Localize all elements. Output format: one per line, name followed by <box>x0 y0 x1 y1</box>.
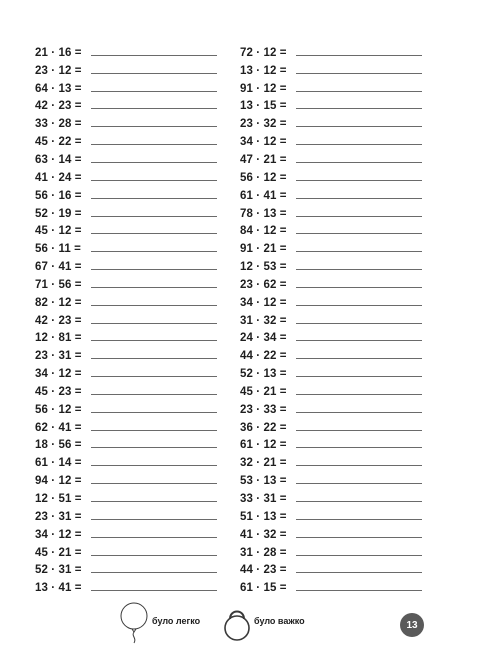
exercise-row <box>240 437 422 455</box>
exercise-row <box>240 490 422 508</box>
kettlebell-icon[interactable] <box>220 606 254 647</box>
hard-label: було важко <box>254 616 305 626</box>
answer-line[interactable] <box>296 216 422 217</box>
answer-line[interactable] <box>91 198 217 199</box>
exercise-row <box>240 258 422 276</box>
exercise-row <box>35 544 217 562</box>
answer-line[interactable] <box>296 144 422 145</box>
exercise-expression: 91 · 21 = <box>240 243 287 256</box>
answer-line[interactable] <box>91 108 217 109</box>
exercise-expression: 45 · 12 = <box>35 225 82 238</box>
exercise-row <box>35 472 217 490</box>
exercise-row <box>35 383 217 401</box>
exercise-row <box>35 419 217 437</box>
answer-line[interactable] <box>91 447 217 448</box>
exercise-expression: 56 · 11 = <box>35 243 81 256</box>
exercise-row <box>240 115 422 133</box>
exercise-expression: 23 · 31 = <box>35 510 82 523</box>
exercise-row <box>240 44 422 62</box>
exercise-expression: 63 · 14 = <box>35 153 82 166</box>
answer-line[interactable] <box>91 73 217 74</box>
exercise-row <box>35 115 217 133</box>
exercise-expression: 23 · 12 = <box>35 64 82 77</box>
exercise-row <box>240 133 422 151</box>
exercise-expression: 34 · 12 = <box>240 136 287 149</box>
answer-line[interactable] <box>296 287 422 288</box>
exercise-row <box>35 579 217 597</box>
exercise-expression: 33 · 31 = <box>240 493 287 506</box>
answer-line[interactable] <box>91 91 217 92</box>
exercise-expression: 23 · 62 = <box>240 278 287 291</box>
answer-line[interactable] <box>296 447 422 448</box>
exercise-row <box>240 240 422 258</box>
exercise-expression: 51 · 13 = <box>240 510 287 523</box>
exercise-expression: 18 · 56 = <box>35 439 82 452</box>
answer-line[interactable] <box>91 269 217 270</box>
answer-line[interactable] <box>296 73 422 74</box>
exercise-row <box>35 98 217 116</box>
exercise-row <box>35 437 217 455</box>
exercise-row <box>35 169 217 187</box>
exercise-row <box>240 579 422 597</box>
exercise-expression: 12 · 53 = <box>240 261 287 274</box>
exercise-row <box>240 80 422 98</box>
answer-line[interactable] <box>296 555 422 556</box>
answer-line[interactable] <box>296 91 422 92</box>
answer-line[interactable] <box>91 501 217 502</box>
answer-line[interactable] <box>296 198 422 199</box>
exercise-row <box>240 454 422 472</box>
answer-line[interactable] <box>91 376 217 377</box>
exercise-expression: 23 · 32 = <box>240 118 287 131</box>
answer-line[interactable] <box>91 537 217 538</box>
exercise-row <box>35 80 217 98</box>
answer-line[interactable] <box>296 519 422 520</box>
exercise-expression: 52 · 19 = <box>35 207 82 220</box>
exercise-row <box>240 62 422 80</box>
exercise-expression: 13 · 12 = <box>240 64 287 77</box>
exercise-expression: 42 · 23 = <box>35 314 82 327</box>
exercise-expression: 72 · 12 = <box>240 46 287 59</box>
exercise-row <box>240 383 422 401</box>
answer-line[interactable] <box>91 233 217 234</box>
exercise-row <box>240 347 422 365</box>
answer-line[interactable] <box>91 483 217 484</box>
exercise-expression: 53 · 13 = <box>240 475 287 488</box>
exercise-expression: 78 · 13 = <box>240 207 287 220</box>
exercise-expression: 12 · 51 = <box>35 493 82 506</box>
exercise-row <box>35 133 217 151</box>
answer-line[interactable] <box>296 590 422 591</box>
exercise-row <box>35 330 217 348</box>
exercise-expression: 61 · 12 = <box>240 439 287 452</box>
exercise-expression: 21 · 16 = <box>35 46 82 59</box>
answer-line[interactable] <box>91 126 217 127</box>
exercise-expression: 61 · 41 = <box>240 189 287 202</box>
exercise-row <box>240 508 422 526</box>
answer-line[interactable] <box>296 55 422 56</box>
easy-label: було легко <box>152 616 201 626</box>
exercise-expression: 47 · 21 = <box>240 153 287 166</box>
answer-line[interactable] <box>91 323 217 324</box>
exercise-row <box>240 561 422 579</box>
exercise-row <box>35 312 217 330</box>
exercise-expression: 61 · 14 = <box>35 457 82 470</box>
answer-line[interactable] <box>296 430 422 431</box>
exercise-row <box>35 294 217 312</box>
exercise-row <box>35 508 217 526</box>
answer-line[interactable] <box>91 162 217 163</box>
exercise-expression: 82 · 12 = <box>35 296 82 309</box>
exercise-expression: 84 · 12 = <box>240 225 287 238</box>
exercise-row <box>240 187 422 205</box>
exercise-expression: 44 · 23 = <box>240 564 287 577</box>
exercise-row <box>240 205 422 223</box>
answer-line[interactable] <box>91 412 217 413</box>
exercise-expression: 67 · 41 = <box>35 261 82 274</box>
exercise-row <box>35 240 217 258</box>
exercise-expression: 32 · 21 = <box>240 457 287 470</box>
exercise-expression: 12 · 81 = <box>35 332 82 345</box>
exercise-row <box>240 330 422 348</box>
exercise-row <box>35 187 217 205</box>
exercise-expression: 34 · 12 = <box>35 528 82 541</box>
exercise-row <box>35 205 217 223</box>
exercise-expression: 41 · 32 = <box>240 528 287 541</box>
exercise-row <box>240 312 422 330</box>
exercise-row <box>35 347 217 365</box>
answer-line[interactable] <box>91 465 217 466</box>
exercise-row <box>35 526 217 544</box>
answer-line[interactable] <box>91 216 217 217</box>
answer-line[interactable] <box>296 412 422 413</box>
exercise-expression: 56 · 12 = <box>35 403 82 416</box>
exercise-row <box>240 544 422 562</box>
exercise-expression: 42 · 23 = <box>35 100 82 113</box>
answer-line[interactable] <box>91 572 217 573</box>
exercise-row <box>35 454 217 472</box>
exercise-row <box>240 276 422 294</box>
exercise-expression: 33 · 28 = <box>35 118 82 131</box>
answer-line[interactable] <box>91 55 217 56</box>
exercise-expression: 52 · 13 = <box>240 368 287 381</box>
answer-line[interactable] <box>296 323 422 324</box>
answer-line[interactable] <box>296 501 422 502</box>
answer-line[interactable] <box>296 572 422 573</box>
balloon-icon[interactable] <box>118 600 152 649</box>
exercise-row <box>240 419 422 437</box>
answer-line[interactable] <box>296 394 422 395</box>
answer-line[interactable] <box>91 144 217 145</box>
exercise-row <box>35 401 217 419</box>
exercise-expression: 94 · 12 = <box>35 475 82 488</box>
answer-line[interactable] <box>296 537 422 538</box>
exercise-row <box>240 151 422 169</box>
exercise-row <box>35 222 217 240</box>
exercise-expression: 36 · 22 = <box>240 421 287 434</box>
answer-line[interactable] <box>296 233 422 234</box>
exercise-expression: 23 · 33 = <box>240 403 287 416</box>
answer-line[interactable] <box>296 376 422 377</box>
exercise-row <box>35 490 217 508</box>
exercise-expression: 52 · 31 = <box>35 564 82 577</box>
answer-line[interactable] <box>91 180 217 181</box>
answer-line[interactable] <box>296 465 422 466</box>
answer-line[interactable] <box>296 305 422 306</box>
answer-line[interactable] <box>296 126 422 127</box>
exercise-row <box>240 526 422 544</box>
exercise-row <box>240 222 422 240</box>
exercise-row <box>240 294 422 312</box>
exercise-expression: 91 · 12 = <box>240 82 287 95</box>
answer-line[interactable] <box>296 340 422 341</box>
self-assessment-footer <box>0 600 480 660</box>
page-number-badge: 13 <box>400 613 424 637</box>
answer-line[interactable] <box>296 251 422 252</box>
answer-line[interactable] <box>296 269 422 270</box>
exercise-row <box>35 561 217 579</box>
left-exercise-column <box>35 44 217 597</box>
exercise-expression: 45 · 22 = <box>35 136 82 149</box>
exercise-expression: 34 · 12 = <box>35 368 82 381</box>
exercise-expression: 31 · 28 = <box>240 546 287 559</box>
exercise-expression: 56 · 16 = <box>35 189 82 202</box>
exercise-expression: 56 · 12 = <box>240 171 287 184</box>
answer-line[interactable] <box>91 590 217 591</box>
answer-line[interactable] <box>296 483 422 484</box>
answer-line[interactable] <box>296 180 422 181</box>
answer-line[interactable] <box>296 108 422 109</box>
exercise-row <box>240 169 422 187</box>
exercise-row <box>35 62 217 80</box>
exercise-expression: 71 · 56 = <box>35 278 82 291</box>
exercise-expression: 61 · 15 = <box>240 582 287 595</box>
exercise-expression: 13 · 41 = <box>35 582 82 595</box>
answer-line[interactable] <box>296 162 422 163</box>
exercise-row <box>240 98 422 116</box>
answer-line[interactable] <box>91 430 217 431</box>
answer-line[interactable] <box>91 394 217 395</box>
exercise-row <box>35 365 217 383</box>
answer-line[interactable] <box>91 251 217 252</box>
exercise-row <box>35 276 217 294</box>
exercise-expression: 41 · 24 = <box>35 171 82 184</box>
exercise-expression: 31 · 32 = <box>240 314 287 327</box>
exercise-row <box>240 365 422 383</box>
answer-line[interactable] <box>91 305 217 306</box>
exercise-expression: 45 · 21 = <box>35 546 82 559</box>
answer-line[interactable] <box>91 519 217 520</box>
exercise-expression: 62 · 41 = <box>35 421 82 434</box>
right-exercise-column <box>240 44 422 597</box>
answer-line[interactable] <box>91 340 217 341</box>
exercise-expression: 13 · 15 = <box>240 100 287 113</box>
exercise-row <box>35 44 217 62</box>
answer-line[interactable] <box>296 358 422 359</box>
exercise-expression: 34 · 12 = <box>240 296 287 309</box>
exercise-row <box>35 258 217 276</box>
exercise-expression: 44 · 22 = <box>240 350 287 363</box>
exercise-expression: 24 · 34 = <box>240 332 287 345</box>
answer-line[interactable] <box>91 358 217 359</box>
exercise-expression: 45 · 23 = <box>35 385 82 398</box>
answer-line[interactable] <box>91 555 217 556</box>
answer-line[interactable] <box>91 287 217 288</box>
exercise-expression: 45 · 21 = <box>240 385 287 398</box>
exercise-expression: 64 · 13 = <box>35 82 82 95</box>
exercise-expression: 23 · 31 = <box>35 350 82 363</box>
exercise-row <box>240 472 422 490</box>
exercise-row <box>35 151 217 169</box>
exercise-row <box>240 401 422 419</box>
